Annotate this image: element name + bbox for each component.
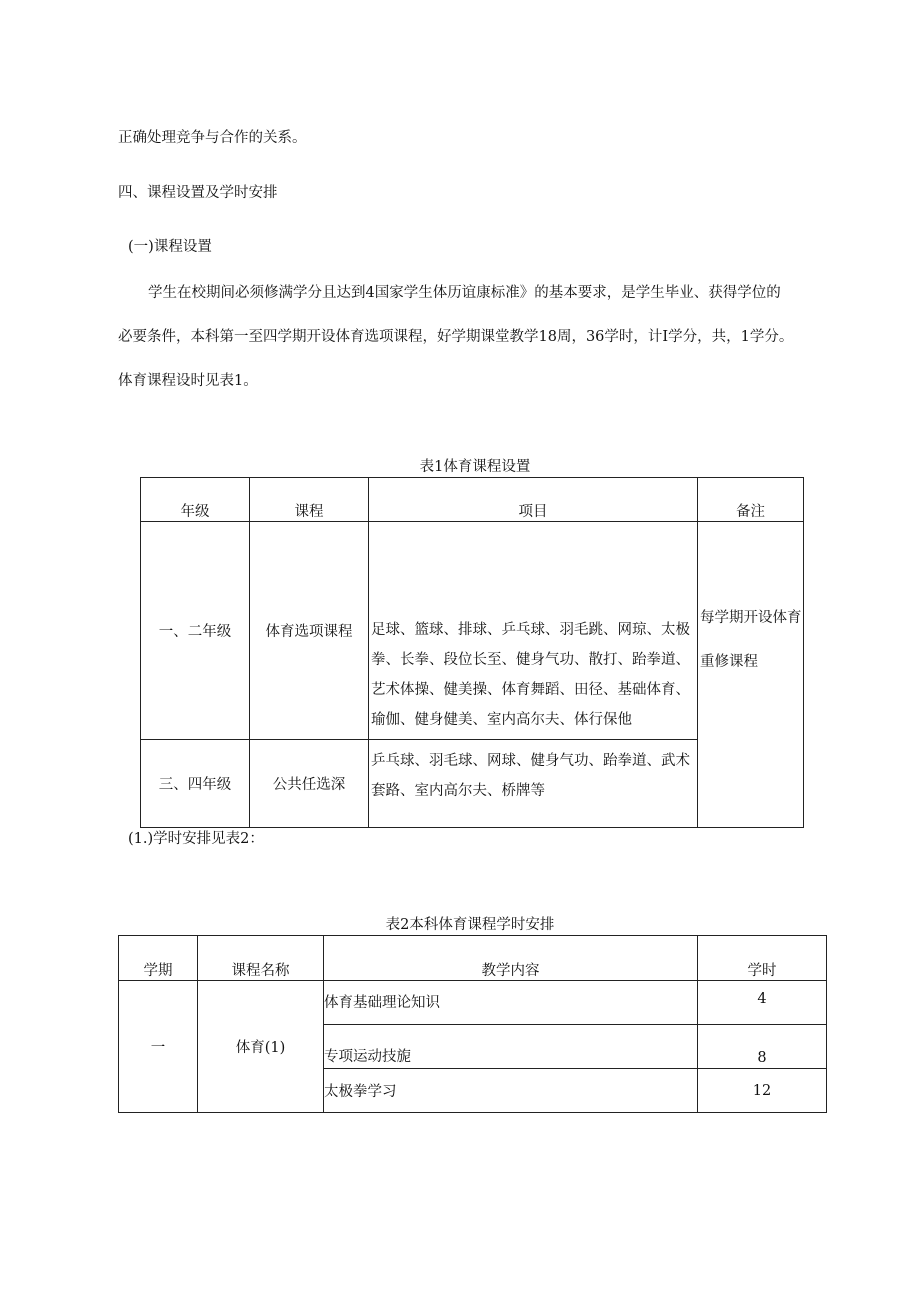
table2-row1-hours: 4 [698, 981, 827, 1025]
table2-course-name: 体育(1) [198, 981, 324, 1113]
intro-line: 正确处理竞争与合作的关系。 [118, 130, 307, 146]
table1-row2-grade: 三、四年级 [141, 740, 250, 828]
table1-header-course: 课程 [250, 478, 369, 522]
table1-note: 每学期开设体育重修课程 [698, 522, 804, 828]
paragraph-line-2: 必要条件，本科第一至四学期开设体育选项课程，好学期课堂教学18周，36学时，计I学分，共，1学分。 [118, 329, 794, 345]
table1-caption: 表1体育课程设置 [419, 459, 531, 475]
table2-row3-hours: 12 [698, 1069, 827, 1113]
course-table [140, 477, 804, 828]
table2-header-term: 学期 [119, 936, 198, 981]
body-paragraph [118, 283, 820, 415]
table1-row2-course: 公共任选深 [250, 740, 369, 828]
table1-row1-grade: 一、二年级 [141, 522, 250, 740]
table2-term: 一 [119, 981, 198, 1113]
table2-row1-content: 体育基础理论知识 [324, 981, 698, 1025]
table1-header-note: 备注 [698, 478, 804, 522]
table2-row2-content: 专项运动技旎 [324, 1025, 698, 1069]
paragraph-line-1: 学生在校期间必须修满学分且达到4国家学生体历谊康标准》的基本要求，是学生毕业、获得学位的 [148, 285, 781, 301]
table1-header-items: 项目 [369, 478, 698, 522]
table1-row1-items: 足球、篮球、排球、乒乓球、羽毛跳、网琼、太极拳、长拳、段位长至、健身气功、散打、跆拳道、艺术体操、健美操、体育舞蹈、田径、基础体育、瑜伽、健身健美、室内高尔夫、体行保他 [369, 522, 698, 740]
table1-row1-course: 体育选项课程 [250, 522, 369, 740]
table2-header-course-name: 课程名称 [198, 936, 324, 981]
subsection-heading: (一)课程设置 [128, 239, 212, 255]
section-heading: 四、课程设置及学时安排 [118, 185, 278, 201]
hours-table [118, 935, 827, 1113]
table2-row2-hours: 8 [698, 1025, 827, 1069]
table1-row2-items: 乒乓球、羽毛球、网球、健身气功、跆拳道、武术套路、室内高尔夫、桥牌等 [369, 740, 698, 828]
table2-header-hours: 学时 [698, 936, 827, 981]
table2-row3-content: 太极拳学习 [324, 1069, 698, 1113]
table1-header-grade: 年级 [141, 478, 250, 522]
table2-header-content: 教学内容 [324, 936, 698, 981]
table2-caption: 表2本科体育课程学时安排 [385, 917, 555, 933]
table2-intro: (1.)学时安排见表2： [128, 831, 264, 847]
paragraph-line-3: 体育课程设时见表1。 [118, 373, 258, 389]
